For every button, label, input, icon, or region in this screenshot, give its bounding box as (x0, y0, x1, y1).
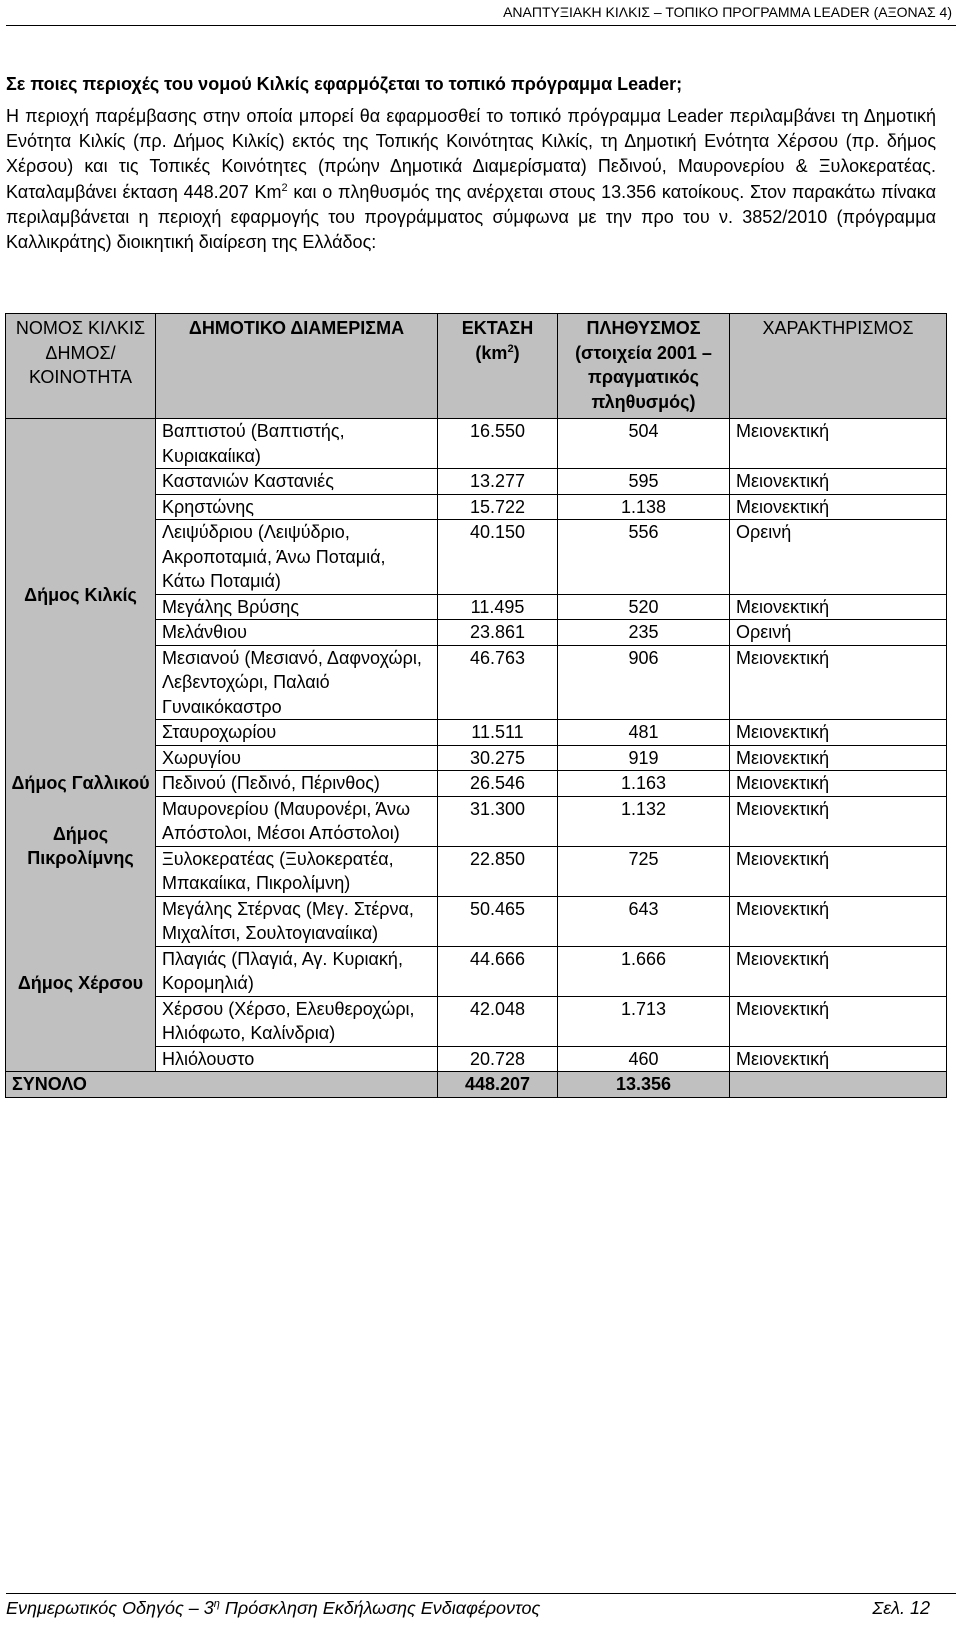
intro-paragraph (6, 104, 936, 255)
municipality-cell: Δήμος Πικρολίμνης (6, 796, 156, 896)
table-row (6, 771, 947, 797)
footer-text-1: Ενημερωτικός Οδηγός – 3 (6, 1598, 214, 1618)
characterization-cell: Μειονεκτική (730, 771, 947, 797)
population-cell: 919 (558, 745, 730, 771)
table-header-row (6, 314, 947, 419)
area-cell: 13.277 (438, 469, 558, 495)
header-characterization: ΧΑΡΑΚΤΗΡΙΣΜΟΣ (730, 314, 947, 419)
characterization-cell: Μειονεκτική (730, 745, 947, 771)
district-cell: Καστανιών Καστανιές (156, 469, 438, 495)
district-cell: Μεγάλης Στέρνας (Μεγ. Στέρνα, Μιχαλίτσι, Σουλτογιαναίικα) (156, 896, 438, 946)
district-cell: Σταυροχωρίου (156, 720, 438, 746)
area-cell: 20.728 (438, 1046, 558, 1072)
characterization-cell: Μειονεκτική (730, 946, 947, 996)
header-district: ΔΗΜΟΤΙΚΟ ΔΙΑΜΕΡΙΣΜΑ (156, 314, 438, 419)
footer-text-2: Πρόσκληση Εκδήλωσης Ενδιαφέροντος (219, 1598, 541, 1618)
characterization-cell: Μειονεκτική (730, 645, 947, 720)
population-cell: 1.713 (558, 996, 730, 1046)
district-cell: Πεδινού (Πεδινό, Πέρινθος) (156, 771, 438, 797)
paragraph-text-2: και ο πληθυσμός της ανέρχεται στους 13.356 κατοίκους. Στον παρακάτω πίνακα περιλαμβάνεται η περιοχή εφαρμογής του προγράμματος σύμφωνα με την προ του ν. 3852/2010 (πρόγραμμα Καλλικράτης) διοικητική διαίρεση της Ελλάδος: (6, 181, 936, 253)
district-cell: Μαυρονερίου (Μαυρονέρι, Άνω Απόστολοι, Μέσοι Απόστολοι) (156, 796, 438, 846)
population-cell: 643 (558, 896, 730, 946)
municipality-cell: Δήμος Κιλκίς (6, 419, 156, 771)
area-cell: 26.546 (438, 771, 558, 797)
population-cell: 595 (558, 469, 730, 495)
district-cell: Βαπτιστού (Βαπτιστής, Κυριακαίικα) (156, 419, 438, 469)
area-cell: 11.511 (438, 720, 558, 746)
total-area: 448.207 (438, 1072, 558, 1098)
population-cell: 1.138 (558, 494, 730, 520)
population-cell: 906 (558, 645, 730, 720)
header-rule (6, 25, 956, 26)
area-cell: 16.550 (438, 419, 558, 469)
page-number: Σελ. 12 (872, 1598, 930, 1618)
table-row (6, 419, 947, 469)
population-cell: 1.132 (558, 796, 730, 846)
characterization-cell: Μειονεκτική (730, 896, 947, 946)
population-cell: 460 (558, 1046, 730, 1072)
area-cell: 30.275 (438, 745, 558, 771)
total-row (6, 1072, 947, 1098)
area-cell: 40.150 (438, 520, 558, 595)
header-area (438, 314, 558, 419)
running-header: ΑΝΑΠΤΥΞΙΑΚΗ ΚΙΛΚΙΣ – ΤΟΠΙΚΟ ΠΡΟΓΡΑΜΜΑ LEADER (ΑΞΟΝΑΣ 4) (503, 4, 952, 20)
area-cell: 46.763 (438, 645, 558, 720)
district-cell: Μεγάλης Βρύσης (156, 594, 438, 620)
district-cell: Μεσιανού (Μεσιανό, Δαφνοχώρι, Λεβεντοχώρι, Παλαιό Γυναικόκαστρο (156, 645, 438, 720)
characterization-cell: Ορεινή (730, 620, 947, 646)
area-cell: 31.300 (438, 796, 558, 846)
table-row (6, 896, 947, 946)
population-cell: 235 (558, 620, 730, 646)
characterization-cell: Μειονεκτική (730, 996, 947, 1046)
area-cell: 44.666 (438, 946, 558, 996)
district-cell: Ηλιόλουστο (156, 1046, 438, 1072)
population-cell: 556 (558, 520, 730, 595)
area-cell: 15.722 (438, 494, 558, 520)
municipality-cell: Δήμος Γαλλικού (6, 771, 156, 797)
district-cell: Κρηστώνης (156, 494, 438, 520)
population-cell: 725 (558, 846, 730, 896)
population-cell: 520 (558, 594, 730, 620)
superscript: 2 (281, 181, 288, 194)
header-population: ΠΛΗΘΥΣΜΟΣ (στοιχεία 2001 –πραγματικός πληθυσμός) (558, 314, 730, 419)
total-label: ΣΥΝΟΛΟ (6, 1072, 438, 1098)
district-cell: Πλαγιάς (Πλαγιά, Αγ. Κυριακή, Κορομηλιά) (156, 946, 438, 996)
paragraph-text-1: Η περιοχή παρέμβασης στην οποία μπορεί θα εφαρμοσθεί το τοπικό πρόγραμμα Leader περιλαμβάνει τη Δημοτική Ενότητα Κιλκίς (πρ. Δήμος Κιλκίς) εκτός της Τοπικής Κοινότητας Κιλκίς, τη Δημοτική Ενότητα Χέρσου (πρ. δήμος Χέρσου) και τις Τοπικές Κοινότητες (πρώην Δημοτικά Διαμερίσματα) Πεδινού, Μαυρονερίου & Ξυλοκερατέας. Καταλαμβάνει έκταση 448.207 Km (6, 106, 936, 202)
population-cell: 1.163 (558, 771, 730, 797)
districts-table (5, 313, 947, 1098)
area-cell: 22.850 (438, 846, 558, 896)
characterization-cell: Μειονεκτική (730, 796, 947, 846)
characterization-cell: Μειονεκτική (730, 419, 947, 469)
total-population: 13.356 (558, 1072, 730, 1098)
header-area-sup: 2 (507, 342, 514, 355)
characterization-cell: Μειονεκτική (730, 594, 947, 620)
header-region: ΝΟΜΟΣ ΚΙΛΚΙΣ ΔΗΜΟΣ/ ΚΟΙΝΟΤΗΤΑ (6, 314, 156, 419)
district-cell: Ξυλοκερατέας (Ξυλοκερατέα, Μπακαίικα, Πικρολίμνη) (156, 846, 438, 896)
footer-sup: η (213, 1598, 220, 1610)
header-area-text: ΕΚΤΑΣΗ (km (461, 318, 534, 363)
district-cell: Μελάνθιου (156, 620, 438, 646)
section-heading: Σε ποιες περιοχές του νομού Κιλκίς εφαρμόζεται το τοπικό πρόγραμμα Leader; (6, 74, 683, 94)
area-cell: 42.048 (438, 996, 558, 1046)
district-cell: Χέρσου (Χέρσο, Ελευθεροχώρι, Ηλιόφωτο, Καλίνδρια) (156, 996, 438, 1046)
footer-title (6, 1598, 540, 1619)
population-cell: 1.666 (558, 946, 730, 996)
area-cell: 50.465 (438, 896, 558, 946)
total-empty (730, 1072, 947, 1098)
header-area-close: ) (513, 342, 520, 363)
table-row (6, 796, 947, 846)
population-cell: 481 (558, 720, 730, 746)
municipality-cell: Δήμος Χέρσου (6, 896, 156, 1072)
characterization-cell: Μειονεκτική (730, 1046, 947, 1072)
characterization-cell: Ορεινή (730, 520, 947, 595)
area-cell: 11.495 (438, 594, 558, 620)
district-cell: Λειψύδριου (Λειψύδριο, Ακροποταμιά, Άνω Ποταμιά, Κάτω Ποταμιά) (156, 520, 438, 595)
characterization-cell: Μειονεκτική (730, 494, 947, 520)
district-cell: Χωρυγίου (156, 745, 438, 771)
characterization-cell: Μειονεκτική (730, 720, 947, 746)
characterization-cell: Μειονεκτική (730, 846, 947, 896)
population-cell: 504 (558, 419, 730, 469)
characterization-cell: Μειονεκτική (730, 469, 947, 495)
area-cell: 23.861 (438, 620, 558, 646)
footer-rule (6, 1593, 956, 1594)
